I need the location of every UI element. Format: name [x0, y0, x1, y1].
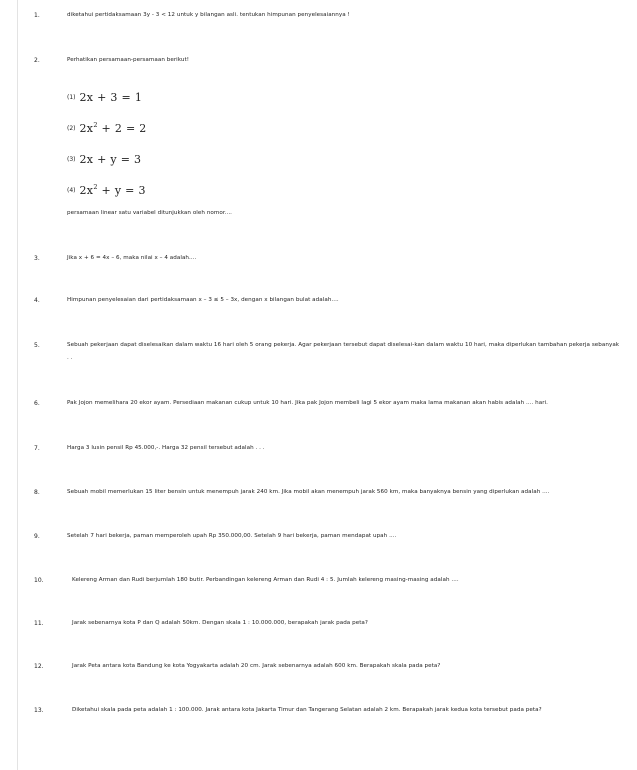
question-number: 4. [34, 297, 40, 304]
question-number: 7. [34, 445, 40, 452]
question-text: Jika x + 6 = 4x – 6, maka nilai x – 4 adalah.... [67, 255, 197, 261]
equation-label: (3) [67, 155, 76, 163]
equation-label: (1) [67, 93, 76, 101]
question-number: 13. [34, 707, 44, 714]
question-text: Sebuah mobil memerlukan 15 liter bensin untuk menempuh jarak 240 km. Jika mobil akan menempuh jarak 560 km, maka banyaknya bensin yang diperlukan adalah .... [67, 489, 550, 495]
question-footer: persamaan linear satu variabel ditunjukkan oleh nomor.... [67, 210, 233, 216]
question-text: Diketahui skala pada peta adalah 1 : 100.000. Jarak antara kota Jakarta Timur dan Tangerang Selatan adalah 2 km. Berapakah jarak kedua kota tersebut pada peta? [72, 707, 542, 713]
question-number: 11. [34, 620, 44, 627]
page-margin-line [17, 0, 18, 770]
question-number: 5. [34, 342, 40, 349]
equation: $2x^2 + y = 3$ [79, 183, 146, 197]
equation-row [67, 89, 142, 105]
question-text: Jarak sebenarnya kota P dan Q adalah 50km. Dengan skala 1 : 10.000.000, berapakah jarak pada peta? [72, 620, 368, 626]
question-number: 2. [34, 57, 40, 64]
question-text: Pak Jojon memelihara 20 ekor ayam. Persediaan makanan cukup untuk 10 hari. Jika pak Jojon membeli lagi 5 ekor ayam maka lama makanan akan habis adalah .... hari. [67, 400, 548, 406]
question-text: Kelereng Arman dan Rudi berjumlah 180 butir. Perbandingan kelereng Arman dan Rudi 4 : 5. Jumlah kelereng masing-masing adalah .... [72, 577, 459, 583]
question-text: Jarak Peta antara kota Bandung ke kota Yogyakarta adalah 20 cm. Jarak sebenarnya adalah 600 km. Berapakah skala pada peta? [72, 663, 441, 669]
equation-label: (2) [67, 124, 76, 132]
equation-row [67, 120, 147, 136]
question-number: 1. [34, 12, 40, 19]
question-number: 6. [34, 400, 40, 407]
equation-row [67, 151, 141, 167]
question-text: Setelah 7 hari bekerja, paman memperoleh upah Rp 350.000,00. Setelah 9 hari bekerja, paman mendapat upah .... [67, 533, 397, 539]
question-number: 3. [34, 255, 40, 262]
equation: $2x^2 + 2 = 2$ [79, 121, 147, 135]
equation: 2x + 3 = 1 [79, 90, 143, 104]
question-text: Perhatikan persamaan-persamaan berikut! [67, 57, 190, 63]
equation-label: (4) [67, 186, 76, 194]
question-text: diketahui pertidaksamaan 3y - 3 < 12 untuk y bilangan asli. tentukan himpunan penyelesaiannya ! [67, 12, 350, 18]
equation: 2x + y = 3 [79, 152, 142, 166]
question-number: 9. [34, 533, 40, 540]
equation-row [67, 182, 146, 198]
question-text: Himpunan penyelesaian dari pertidaksamaan x – 3 ≤ 5 – 3x, dengan x bilangan bulat adalah.... [67, 297, 339, 303]
question-number: 8. [34, 489, 40, 496]
question-text: Harga 3 lusin pensil Rp 45.000,-. Harga 32 pensil tersebut adalah . . . [67, 445, 265, 451]
question-number: 10. [34, 577, 44, 584]
question-number: 12. [34, 663, 44, 670]
question-text: Sebuah pekerjaan dapat diselesaikan dalam waktu 16 hari oleh 5 orang pekerja. Agar pekerjaan tersebut dapat diselesai-kan dalam waktu 10 hari, maka diperlukan tambahan pekerja sebanyak . . [67, 342, 620, 361]
